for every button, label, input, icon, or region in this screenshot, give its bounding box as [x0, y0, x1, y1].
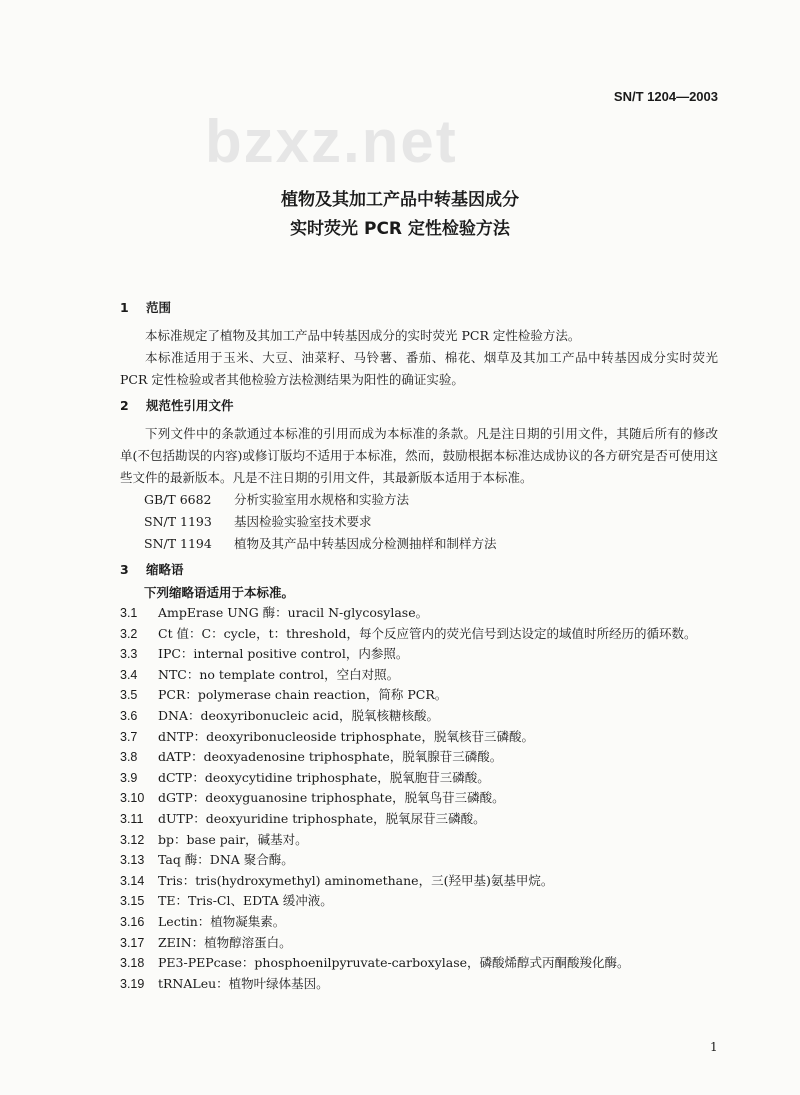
reference-code: GB/T 6682: [144, 492, 212, 507]
item-text: dGTP：deoxyguanosine triphosphate，脱氧鸟苷三磷酸。: [158, 790, 505, 806]
item-text: DNA：deoxyribonucleic acid，脱氧核糖核酸。: [158, 707, 439, 723]
item-number: 3.3: [120, 647, 138, 662]
item-number: 3.7: [120, 729, 138, 744]
section-title: 缩略语: [146, 562, 184, 577]
abbreviation-item: [120, 933, 718, 954]
item-text: TE：Tris-Cl、EDTA 缓冲液。: [158, 893, 333, 909]
item-text: bp：base pair，碱基对。: [158, 831, 308, 847]
item-number: 3.14: [120, 873, 145, 888]
item-number: 3.5: [120, 688, 138, 703]
item-text: dCTP：deoxycytidine triphosphate，脱氧胞苷三磷酸。: [158, 769, 490, 785]
section-number: 1: [120, 300, 129, 315]
title-line-1: 植物及其加工产品中转基因成分: [281, 190, 519, 210]
reference-item: [144, 489, 718, 511]
section-number: 2: [120, 398, 129, 413]
section-3-heading: [120, 561, 718, 579]
abbreviation-item: [120, 871, 718, 892]
item-text: Tris：tris(hydroxymethyl) aminomethane，三(羟甲基)氨基甲烷。: [158, 872, 554, 888]
reference-code: SN/T 1193: [144, 514, 212, 529]
item-text: dUTP：deoxyuridine triphosphate，脱氧尿苷三磷酸。: [158, 810, 486, 826]
item-number: 3.15: [120, 894, 145, 909]
item-number: 3.9: [120, 770, 138, 785]
section-title: 范围: [146, 300, 172, 315]
reference-list: [120, 489, 718, 555]
paragraph: 本标准规定了植物及其加工产品中转基因成分的实时荧光 PCR 定性检验方法。: [145, 328, 581, 343]
item-number: 3.17: [120, 935, 145, 950]
document-body: [120, 299, 718, 994]
item-text: PE3-PEPcase：phosphoenilpyruvate-carboxylase，磷酸烯醇式丙酮酸羧化酶。: [158, 955, 630, 971]
item-number: 3.19: [120, 976, 145, 991]
abbreviation-item: [120, 768, 718, 789]
section-number: 3: [120, 562, 129, 577]
abbreviation-item: [120, 830, 718, 851]
abbreviation-item: [120, 624, 718, 645]
abbreviation-item: [120, 685, 718, 706]
reference-title: 基因检验实验室技术要求: [234, 514, 372, 529]
abbreviation-item: [120, 603, 718, 624]
item-text: Taq 酶：DNA 聚合酶。: [158, 852, 294, 868]
item-text: dATP：deoxyadenosine triphosphate，脱氧腺苷三磷酸。: [158, 749, 503, 765]
section-1-body: [120, 325, 718, 391]
title-line-2: 实时荧光 PCR 定性检验方法: [290, 219, 510, 239]
abbreviation-item: [120, 747, 718, 768]
paragraph: 本标准适用于玉米、大豆、油菜籽、马铃薯、番茄、棉花、烟草及其加工产品中转基因成分实时荧光 PCR 定性检验或者其他检验方法检测结果为阳性的确证实验。: [120, 350, 718, 387]
section-2-heading: [120, 397, 718, 415]
item-number: 3.8: [120, 750, 138, 765]
abbreviation-list: [120, 603, 718, 994]
abbreviation-item: [120, 644, 718, 665]
item-number: 3.4: [120, 667, 138, 682]
standard-code: SN/T 1204—2003: [613, 89, 718, 104]
item-number: 3.11: [120, 811, 144, 826]
abbreviation-item: [120, 788, 718, 809]
abbreviation-item: [120, 809, 718, 830]
abbreviation-item: [120, 706, 718, 727]
abbreviation-item: [120, 891, 718, 912]
abbreviation-item: [120, 850, 718, 871]
item-number: 3.1: [120, 606, 138, 620]
reference-title: 分析实验室用水规格和实验方法: [234, 492, 410, 507]
page-number: 1: [710, 1040, 718, 1054]
abbreviation-item: [120, 665, 718, 686]
section-title: 规范性引用文件: [146, 398, 234, 413]
reference-item: [144, 533, 718, 555]
item-number: 3.10: [120, 791, 145, 806]
abbreviation-item: [120, 912, 718, 933]
item-text: tRNALeu：植物叶绿体基因。: [158, 975, 329, 991]
section-1-heading: [120, 299, 718, 317]
reference-title: 植物及其产品中转基因成分检测抽样和制样方法: [234, 536, 497, 551]
item-number: 3.2: [120, 626, 138, 641]
item-text: AmpErase UNG 酶：uracil N-glycosylase。: [158, 605, 429, 620]
item-text: Ct 值：C：cycle，t：threshold，每个反应管内的荧光信号到达设定的域值时所经历的循环数。: [158, 625, 697, 641]
abbreviation-item: [120, 727, 718, 748]
section-2-body: [120, 423, 718, 489]
paragraph: 下列文件中的条款通过本标准的引用而成为本标准的条款。凡是注日期的引用文件，其随后所有的修改单(不包括勘误的内容)或修订版均不适用于本标准，然而，鼓励根据本标准达成协议的各方研究是否可使用这些文件的最新版本。凡是不注日期的引用文件，其最新版本适用于本标准。: [120, 426, 718, 485]
abbreviation-item: [120, 953, 718, 974]
item-number: 3.16: [120, 914, 145, 929]
item-number: 3.12: [120, 832, 145, 847]
item-text: ZEIN：植物醇溶蛋白。: [158, 934, 292, 950]
reference-item: [144, 511, 718, 533]
item-text: PCR：polymerase chain reaction，简称 PCR。: [158, 687, 448, 703]
section-3-intro: 下列缩略语适用于本标准。: [144, 585, 295, 600]
item-text: NTC：no template control，空白对照。: [158, 666, 400, 682]
watermark: bzxz.net: [205, 108, 458, 175]
item-text: dNTP：deoxyribonucleoside triphosphate，脱氧核苷三磷酸。: [158, 728, 534, 744]
item-number: 3.13: [120, 853, 145, 868]
abbreviation-item: [120, 974, 718, 995]
item-number: 3.6: [120, 708, 138, 723]
reference-code: SN/T 1194: [144, 536, 212, 551]
item-text: Lectin：植物凝集素。: [158, 913, 286, 929]
item-number: 3.18: [120, 956, 145, 971]
item-text: IPC：internal positive control，内参照。: [158, 646, 409, 662]
